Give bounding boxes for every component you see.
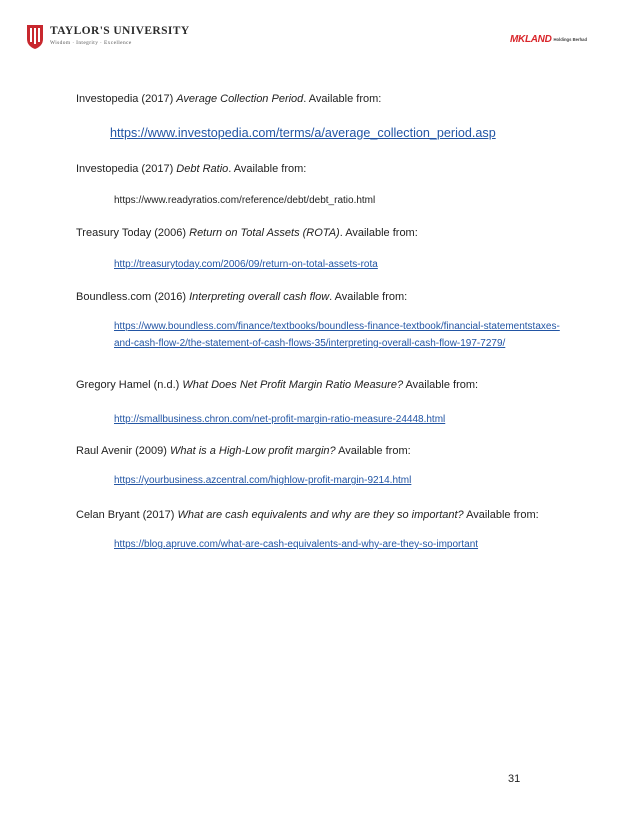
reference-link[interactable]: https://www.investopedia.com/terms/a/average_collection_period.asp — [110, 126, 496, 140]
shield-icon — [26, 24, 44, 50]
reference-link[interactable]: https://blog.apruve.com/what-are-cash-equivalents-and-why-are-they-so-important — [114, 539, 479, 550]
reference-title: Return on Total Assets (ROTA) — [189, 227, 340, 239]
reference-link[interactable]: https://www.boundless.com/finance/textbooks/boundless-finance-textbook/financial-statementstaxes-and-cash-flow-2/the-statement-of-cash-flows-35/interpreting-overall-cash-flow-197-7279/ — [114, 321, 560, 349]
reference-entry: Treasury Today (2006) Return on Total Assets (ROTA). Available from: — [76, 227, 418, 239]
page-number: 31 — [508, 773, 521, 785]
page-header — [0, 0, 638, 60]
reference-entry: Celan Bryant (2017) What are cash equivalents and why are they so important? Available from: — [76, 509, 539, 521]
reference-link[interactable]: http://treasurytoday.com/2006/09/return-on-total-assets-rota — [114, 259, 378, 270]
reference-entry: Gregory Hamel (n.d.) What Does Net Profit Margin Ratio Measure? Available from: — [76, 379, 479, 391]
reference-entry: Raul Avenir (2009) What is a High-Low profit margin? Available from: — [76, 445, 411, 457]
reference-link[interactable]: http://smallbusiness.chron.com/net-profit-margin-ratio-measure-24448.html — [114, 414, 446, 425]
university-motto: Wisdom · Integrity · Excellence — [50, 40, 132, 46]
mkland-name: MKLAND — [510, 34, 552, 45]
taylors-university-logo — [26, 24, 190, 52]
university-name: TAYLOR'S UNIVERSITY — [50, 25, 190, 37]
reference-link[interactable]: https://www.readyratios.com/reference/debt/debt_ratio.html — [114, 195, 376, 206]
mkland-subtitle: Holdings Berhad — [553, 37, 588, 42]
reference-title: What are cash equivalents and why are they so important? — [177, 509, 464, 521]
reference-title: What is a High-Low profit margin? — [169, 445, 336, 457]
reference-title: What Does Net Profit Margin Ratio Measure? — [182, 379, 404, 391]
reference-title: Average Collection Period — [176, 93, 304, 105]
reference-title: Debt Ratio — [176, 163, 229, 175]
reference-entry: Investopedia (2017) Average Collection Period. Available from: — [76, 93, 382, 105]
mkland-logo — [510, 29, 622, 43]
reference-entry: Investopedia (2017) Debt Ratio. Available from: — [76, 163, 307, 175]
reference-link[interactable]: https://yourbusiness.azcentral.com/highlow-profit-margin-9214.html — [114, 475, 412, 486]
reference-title: Interpreting overall cash flow — [189, 291, 330, 303]
reference-entry: Boundless.com (2016) Interpreting overall cash flow. Available from: — [76, 291, 408, 303]
